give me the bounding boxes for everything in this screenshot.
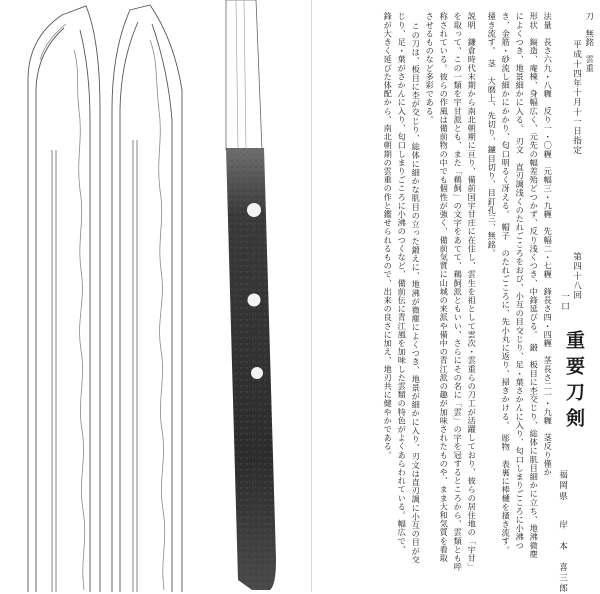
blade-view-omote [28,6,100,592]
body-line: この刀は、板目に杢が交じり、総体に細かな肌目の立った鍛えに、地沸が微塵によくつき、地景が細かに入り、刃文は直刃調に小互の目が交 [411,22,422,564]
designation-date: 平成十四年十月十一日指定 [571,40,582,156]
body-line: 称されている。彼らの作風は備前物の中でも個性が強く、備前気質に山城の来派や備中の青江派の趣が加味されたものや、まま大和気質を看取 [439,12,450,563]
body-line: じり、足・葉がさかんに入り、匂口しまりごころに小沸のつくなど、備前伝に青江風を加味した雲類の特色がよくあらわれている。幅広で、 [397,12,408,554]
mekugi-hole-1 [247,203,261,217]
page-title: 重要刀剣 [563,330,585,434]
body-line: によくつき、地景細かに入る。 刃文 直刃調浅くのたれごころをおび、小互の目交じり、足・葉さかんに入り、匂口しまりごころに小沸つ [515,12,526,550]
prefecture: 福岡県 [557,470,568,502]
mekugi-hole-3 [251,367,263,379]
blade-view-ura [112,5,182,592]
body-line: 法量 長さ六九・八糎 反り一・〇糎 元幅三・九糎 先幅二・七糎 鋒長さ四・四糎 茎長さ二一・九糎 茎反り僅か [543,12,554,477]
body-line: 掻き流す。 茎 大磨上、先切り、鑢目切り、目釘孔三、無銘。 [487,12,498,258]
hamon-line-1 [74,50,85,590]
page-divider [311,0,312,592]
body-line: 鋒が大きく延びた体配から、南北朝期の雲重の作と鑑せられるもので、出来の良さに加え、地刃共に健やかである。 [383,12,394,460]
body-line: を取って、この一類を宇甘派とも、また「鵜飼」の文字をあてて、鵜飼派ともいい、さらにその名に「雲」の字を冠するところから、雲類とも呼 [453,12,464,571]
body-line: させるものなど多彩である。 [425,12,436,124]
body-line: き、金筋・砂流し細かにかかり、匂口明るく冴える。 帽子 のたれごころに、先小丸に返り、掃きかける。 彫物 表裏に棒樋を掻き流す。 [501,12,512,555]
body-line: 説明 鎌倉時代末期から南北朝期に亘り、備前国宇甘庄に在住し、雲生を祖として雲次・雲重らの刀工が活躍しており、彼らの居住地の「宇甘」 [467,12,478,571]
mekugi-hole-2 [248,294,261,307]
owner-name: 岸 本 喜三郎 [557,520,568,594]
body-line: 形状 鎬造、庵棟、身幅広く、元先の幅差殆どつかず、反り浅くつき、中鋒延びる。 鍛 板目に杢交じり、総体に肌目細かに立ち、地沸微塵 [529,12,540,559]
blade-kind: 刀 無銘 雲重 [585,12,596,73]
item-count: 一口 [559,292,570,312]
hamon-line-2 [150,40,165,590]
tang-view [226,0,276,590]
session-number: 第四十八回 [571,252,582,300]
